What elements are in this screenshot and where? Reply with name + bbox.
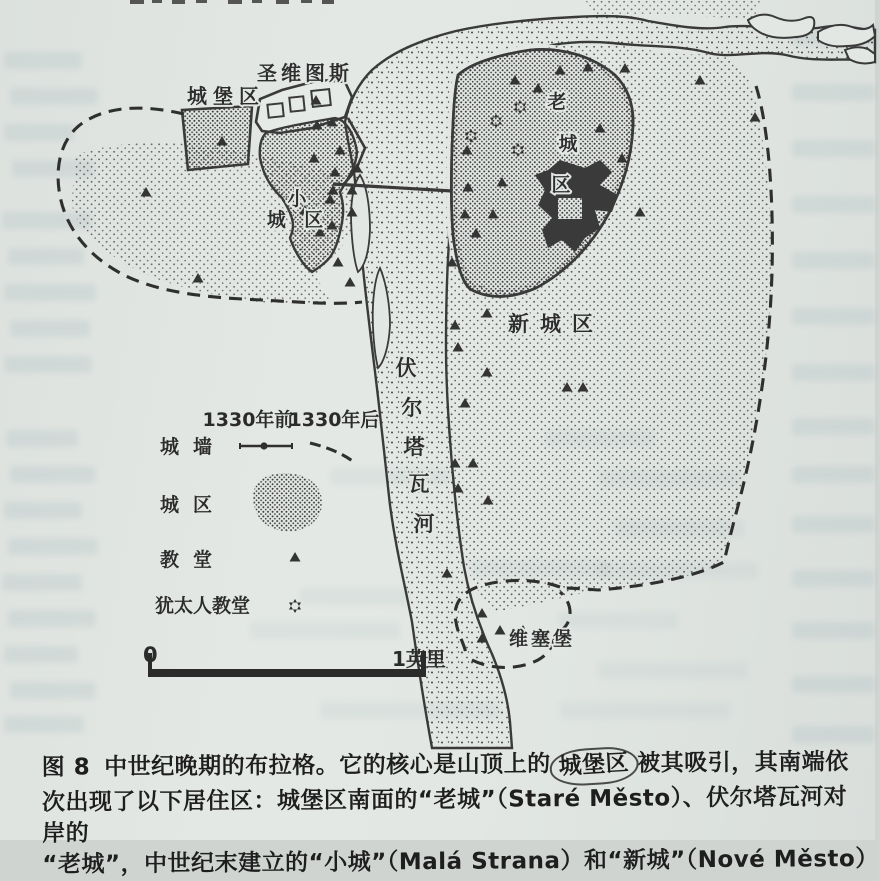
legend-header-after: 1330年后 (288, 409, 380, 431)
scale-zero: 0 (143, 643, 158, 667)
caption-line-3: “老城”，中世纪末建立的“小城”（Malá Strana）和“新城”（Nové Město） (42, 845, 879, 878)
church-marker (290, 552, 301, 562)
svg-text:尔: 尔 (401, 396, 423, 420)
figure-caption (0, 741, 879, 881)
figure-number: 图 8 (41, 754, 91, 781)
caption-line-2: 次出现了以下居住区：城堡区南面的“老城”（Staré Město）、伏尔塔瓦河对岸的 (41, 784, 848, 847)
label-lesser-town-2: 城 区 (266, 209, 330, 231)
legend-wall-before-sample (240, 442, 292, 449)
legend-row-wall: 城墙 (160, 436, 227, 458)
church-marker (477, 608, 488, 618)
label-lesser-town-1: 小 (287, 188, 307, 210)
svg-text:河: 河 (413, 512, 435, 536)
svg-text:塔: 塔 (403, 435, 425, 459)
scale-bar (148, 651, 426, 677)
legend-wall-after-sample (310, 443, 354, 462)
caption-text-1a: 中世纪晚期的布拉格。它的核心是山顶上的 (104, 751, 551, 781)
label-castle-district: 城堡区 (187, 84, 265, 108)
svg-text:瓦: 瓦 (408, 472, 430, 496)
legend-row-church: 教堂 (160, 549, 227, 571)
legend-row-synagogue: 犹太人教堂 (155, 595, 251, 617)
label-new-town: 新城区 (508, 312, 604, 336)
scale-mile: 1英里 (392, 647, 446, 671)
legend-district-sample (253, 473, 322, 531)
legend-row-district: 城区 (160, 494, 227, 516)
caption-circled-term: 城堡区 (549, 745, 640, 787)
church-marker (345, 277, 356, 287)
label-st-vitus: 圣维图斯 (257, 61, 353, 85)
church-marker (333, 257, 344, 267)
svg-text:区: 区 (551, 174, 571, 196)
caption-line-1 (42, 745, 867, 788)
svg-text:城: 城 (558, 133, 578, 155)
castle-district (182, 106, 252, 170)
page-top-clipped-text (130, 0, 334, 4)
church-marker (495, 625, 506, 635)
caption-text-1b: 被其吸引，其南端依 (637, 749, 849, 777)
svg-text:老: 老 (547, 91, 567, 113)
label-vysehrad: 维塞堡 (508, 628, 576, 650)
legend-header-before: 1330年前 (202, 409, 294, 431)
svg-text:伏: 伏 (395, 356, 417, 380)
synagogue-star-icon (289, 599, 301, 613)
